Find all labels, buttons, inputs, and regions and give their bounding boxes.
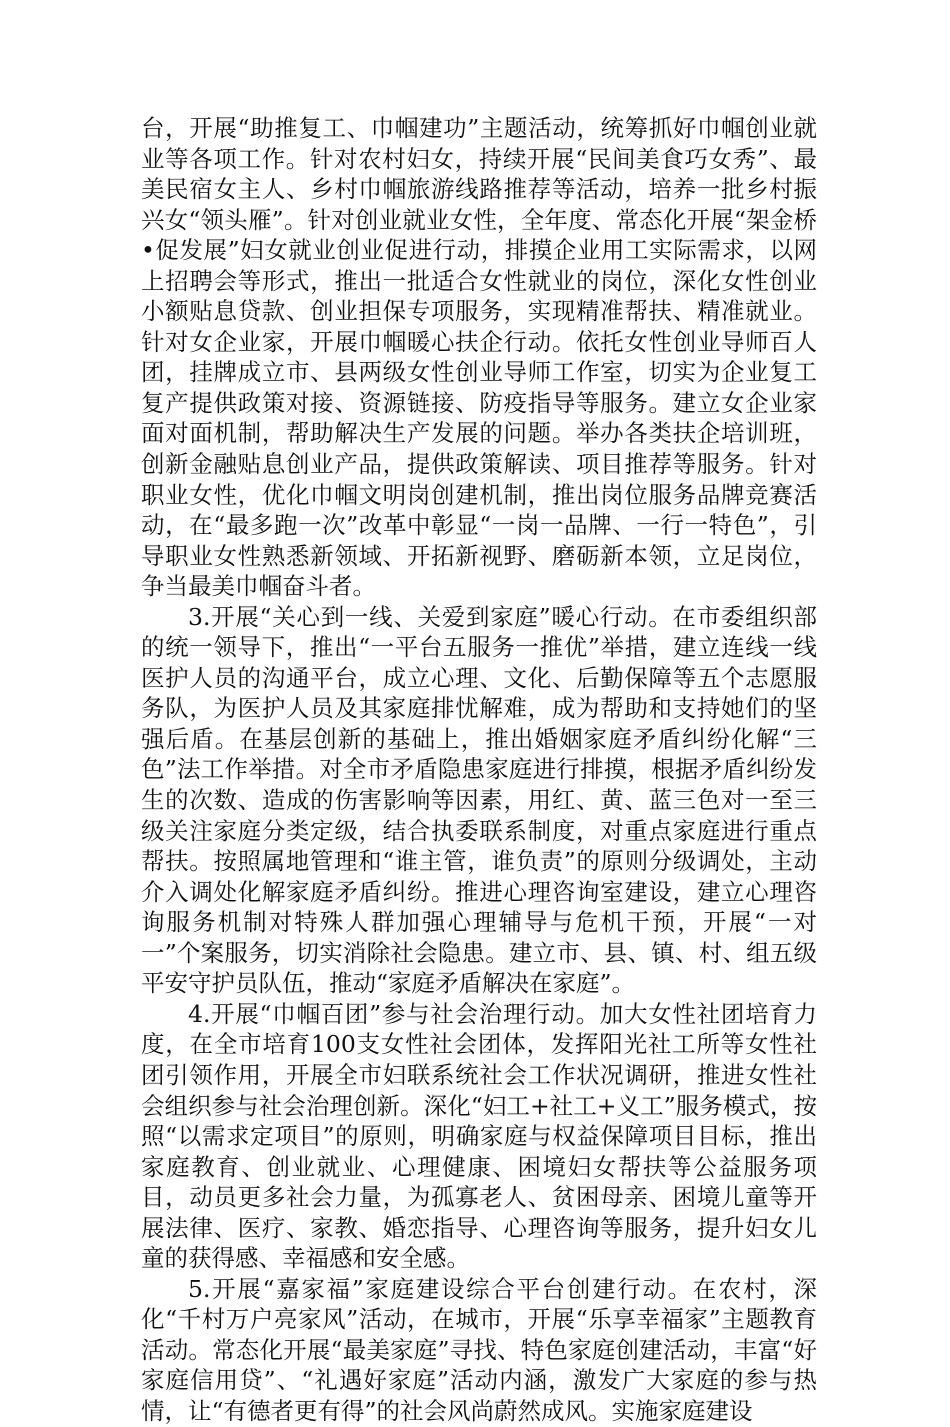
paragraph-item-4: 4.开展“巾帼百团”参与社会治理行动。加大女性社团培育力度，在全市培育100支女性社会团体，发挥阳光社工所等女性社团引领作用，开展全市妇联系统社会工作状况调研，推进女性社会组织参与社会治理创新。深化“妇工+社工+义工”服务模式，按照“以需求定项目”的原则，明确家庭与权益保障项目目标，推出家庭教育、创业就业、心理健康、困境妇女帮扶等公益服务项目，动员更多社会力量，为孤寡老人、贫困母亲、困境儿童等开展法律、医疗、家教、婚恋指导、心理咨询等服务，提升妇女儿童的获得感、幸福感和安全感。 bbox=[141, 999, 817, 1273]
paragraph-item-5: 5.开展“嘉家福”家庭建设综合平台创建行动。在农村，深化“千村万户亮家风”活动，在城市，开展“乐享幸福家”主题教育活动。常态化开展“最美家庭”寻找、特色家庭创建活动，丰富“好家庭信用贷”、“礼遇好家庭”活动内涵，激发广大家庭的参与热情，让“有德者更有得”的社会风尚蔚然成风。实施家庭建设 bbox=[141, 1274, 817, 1425]
paragraph-item-3: 3.开展“关心到一线、关爱到家庭”暖心行动。在市委组织部的统一领导下，推出“一平台五服务一推优”举措，建立连线一线医护人员的沟通平台，成立心理、文化、后勤保障等五个志愿服务队，为医护人员及其家庭排忧解难，成为帮助和支持她们的坚强后盾。在基层创新的基础上，推出婚姻家庭矛盾纠纷化解“三色”法工作举措。对全市矛盾隐患家庭进行排摸，根据矛盾纠纷发生的次数、造成的伤害影响等因素，用红、黄、蓝三色对一至三级关注家庭分类定级，结合执委联系制度，对重点家庭进行重点帮扶。按照属地管理和“谁主管，谁负责”的原则分级调处，主动介入调处化解家庭矛盾纠纷。推进心理咨询室建设，建立心理咨询服务机制对特殊人群加强心理辅导与危机干预，开展“一对一”个案服务，切实消除社会隐患。建立市、县、镇、村、组五级平安守护员队伍，推动“家庭矛盾解决在家庭”。 bbox=[141, 602, 817, 998]
paragraph-continuation: 台，开展“助推复工、巾帼建功”主题活动，统筹抓好巾帼创业就业等各项工作。针对农村妇女，持续开展“民间美食巧女秀”、最美民宿女主人、乡村巾帼旅游线路推荐等活动，培养一批乡村振兴女“领头雁”。针对创业就业女性，全年度、常态化开展“架金桥•促发展”妇女就业创业促进行动，排摸企业用工实际需求，以网上招聘会等形式，推出一批适合女性就业的岗位，深化女性创业小额贴息贷款、创业担保专项服务，实现精准帮扶、精准就业。针对女企业家，开展巾帼暖心扶企行动。依托女性创业导师百人团，挂牌成立市、县两级女性创业导师工作室，切实为企业复工复产提供政策对接、资源链接、防疫指导等服务。建立女企业家面对面机制，帮助解决生产发展的问题。举办各类扶企培训班，创新金融贴息创业产品，提供政策解读、项目推荐等服务。针对职业女性，优化巾帼文明岗创建机制，推出岗位服务品牌竞赛活动，在“最多跑一次”改革中彰显“一岗一品牌、一行一特色”，引导职业女性熟悉新领域、开拓新视野、磨砺新本领，立足岗位，争当最美巾帼奋斗者。 bbox=[141, 114, 817, 601]
document-body bbox=[141, 113, 817, 1427]
